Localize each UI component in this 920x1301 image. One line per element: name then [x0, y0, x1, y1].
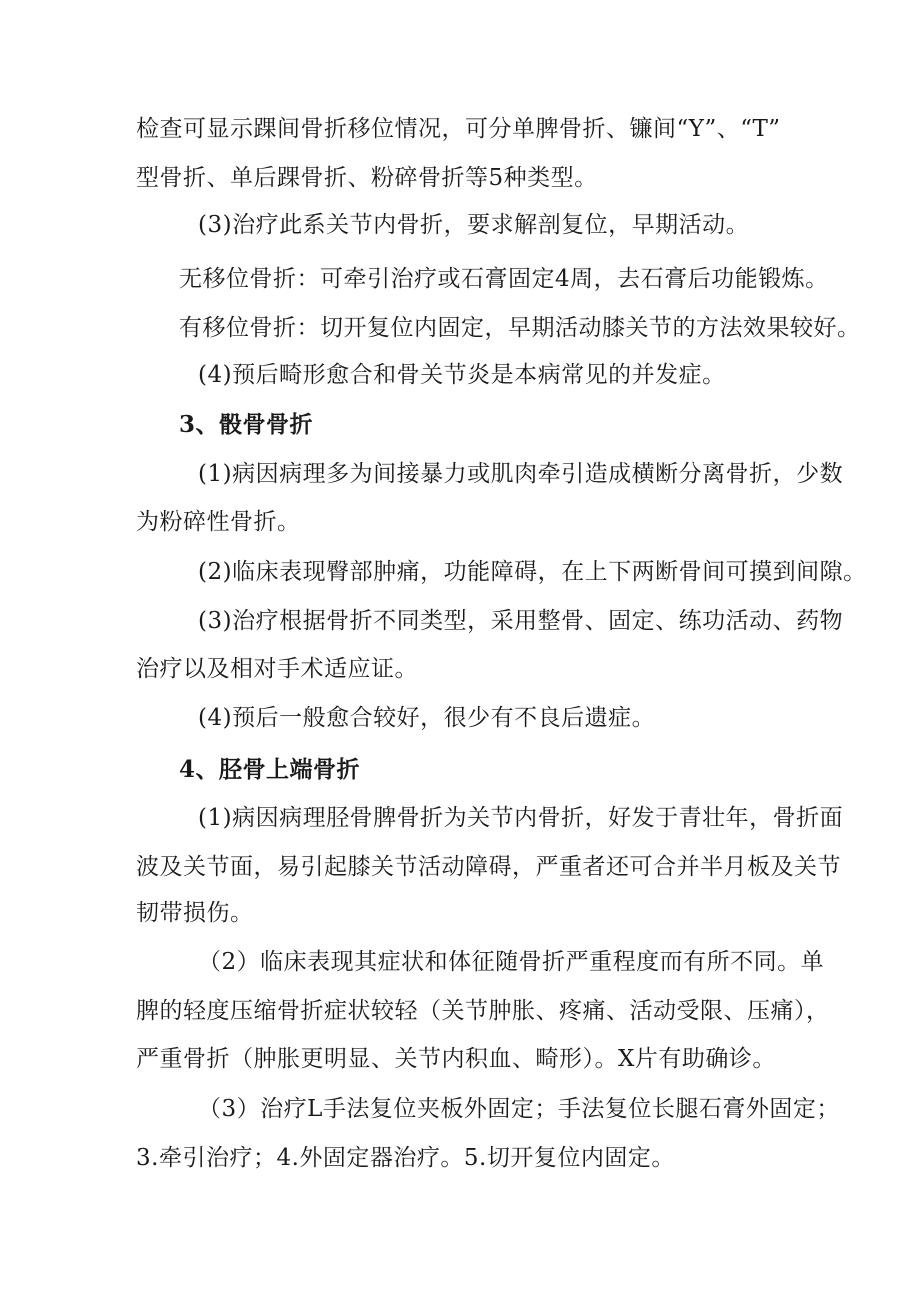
text-line: 无移位骨折：可牵引治疗或石膏固定4周，去石膏后功能锻炼。 [179, 266, 829, 292]
text-line: 为粉碎性骨折。 [136, 509, 301, 535]
text-line: (3)治疗根据骨折不同类型，采用整骨、固定、练功活动、药物 [198, 608, 844, 634]
text-line: 3.牵引治疗；4.外固定器治疗。5.切开复位内固定。 [136, 1145, 675, 1171]
text-line: 严重骨折（肿胀更明显、关节内积血、畸形）。X片有助确诊。 [136, 1046, 776, 1072]
text-line: (4)预后畸形愈合和骨关节炎是本病常见的并发症。 [198, 362, 726, 388]
text-line: 脾的轻度压缩骨折症状较轻（关节肿胀、疼痛、活动受限、压痛）， [136, 998, 830, 1024]
text-line: 有移位骨折：切开复位内固定，早期活动膝关节的方法效果较好。 [179, 315, 861, 341]
text-line: (1)病因病理胫骨脾骨折为关节内骨折，好发于青壮年，骨折面 [198, 805, 844, 831]
text-line: 型骨折、单后踝骨折、粉碎骨折等5种类型。 [136, 165, 598, 191]
text-line: (1)病因病理多为间接暴力或肌肉牵引造成横断分离骨折，少数 [198, 461, 844, 487]
section-heading: 4、胫骨上端骨折 [179, 756, 361, 783]
text-line: （3）治疗L手法复位夹板外固定；手法复位长腿石膏外固定； [198, 1096, 840, 1122]
text-line: 治疗以及相对手术适应证。 [136, 656, 418, 682]
text-line: (4)预后一般愈合较好，很少有不良后遗症。 [198, 705, 656, 731]
text-line: (2)临床表现臀部肿痛，功能障碍，在上下两断骨间可摸到间隙。 [198, 559, 867, 585]
text-line: 波及关节面，易引起膝关节活动障碍，严重者还可合并半月板及关节 [136, 854, 841, 880]
text-line: 检查可显示踝间骨折移位情况，可分单脾骨折、镰间“Y”、“T” [136, 116, 781, 142]
text-line: (3)治疗此系关节内骨折，要求解剖复位，早期活动。 [198, 212, 750, 238]
section-heading: 3、骰骨骨折 [179, 411, 314, 438]
text-line: 韧带损伤。 [136, 900, 254, 926]
text-line: （2）临床表现其症状和体征随骨折严重程度而有所不同。单 [198, 949, 825, 975]
